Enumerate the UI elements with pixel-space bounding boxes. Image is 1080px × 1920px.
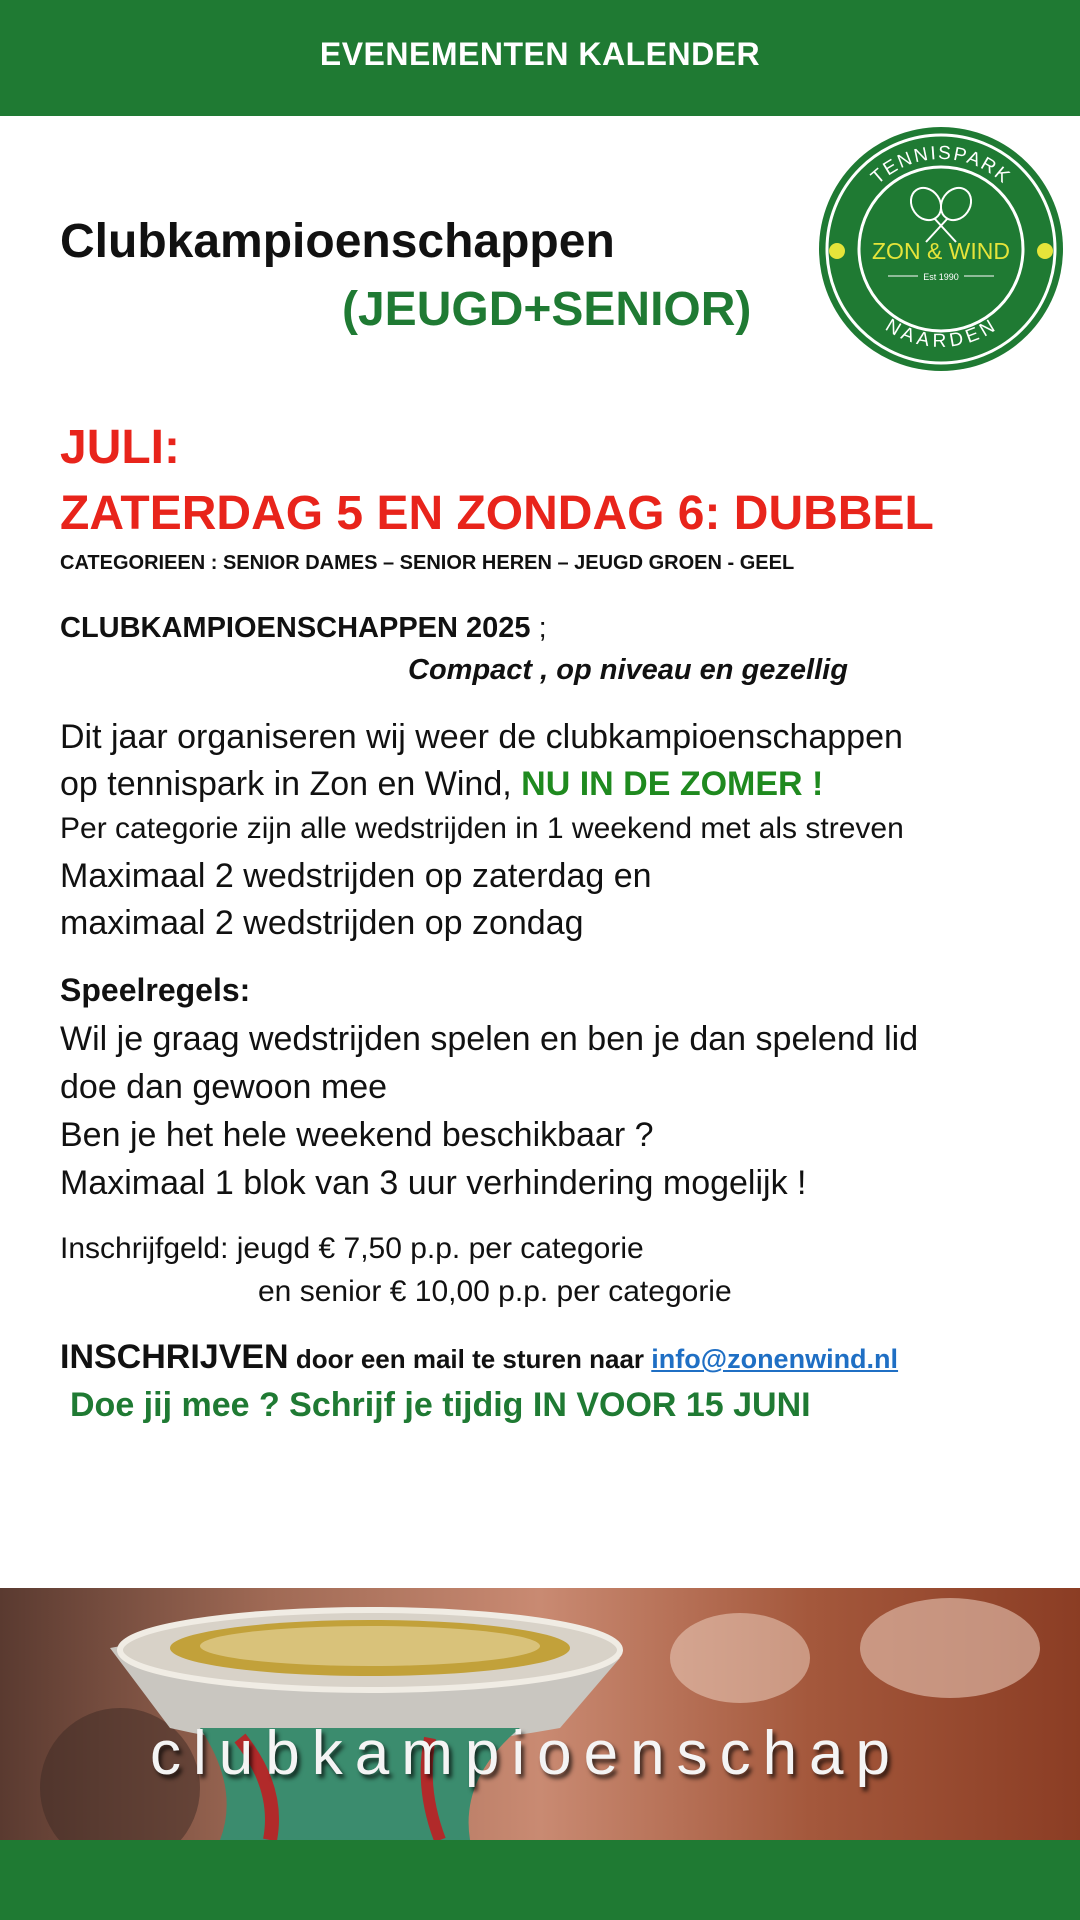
club-logo <box>816 124 1066 374</box>
event-month: JULI: <box>60 421 180 474</box>
intro-heading-text: CLUBKAMPIOENSCHAPPEN 2025 <box>60 612 531 644</box>
signup-line <box>60 1338 898 1377</box>
logo-center-text: ZON & WIND <box>872 238 1010 264</box>
intro-line-5: maximaal 2 wedstrijden op zondag <box>60 904 584 942</box>
trophy-icon <box>0 1588 1080 1840</box>
event-categories: CATEGORIEEN : SENIOR DAMES – SENIOR HEREN – JEUGD GROEN - GEEL <box>60 552 795 574</box>
header-bar <box>0 0 1080 116</box>
footer-bar <box>0 1840 1080 1920</box>
rules-line-3: Ben je het hele weekend beschikbaar ? <box>60 1116 654 1154</box>
intro-line-4: Maximaal 2 wedstrijden op zaterdag en <box>60 857 652 895</box>
event-subtitle: (JEUGD+SENIOR) <box>342 283 752 336</box>
logo-bottom-text: NAARDEN <box>881 315 1001 352</box>
intro-line-1: Dit jaar organiseren wij weer de clubkampioenschappen <box>60 718 903 756</box>
fee-line-2: en senior € 10,00 p.p. per categorie <box>258 1275 732 1308</box>
intro-tagline: Compact , op niveau en gezellig <box>408 654 848 686</box>
rules-heading: Speelregels: <box>60 972 251 1008</box>
intro-line-2 <box>60 765 823 804</box>
email-link[interactable]: info@zonenwind.nl <box>651 1344 899 1374</box>
rules-line-1: Wil je graag wedstrijden spelen en ben je dan spelend lid <box>60 1020 919 1058</box>
logo-top-text: TENNISPARK <box>867 142 1015 189</box>
intro-heading-suffix: ; <box>530 612 547 644</box>
header-title: EVENEMENTEN KALENDER <box>319 35 761 72</box>
intro-line-2-text: op tennispark in Zon en Wind, <box>60 765 522 803</box>
summer-highlight: NU IN DE ZOMER ! <box>521 765 824 803</box>
trophy-banner <box>0 1588 1080 1840</box>
event-dates: ZATERDAG 5 EN ZONDAG 6: DUBBEL <box>60 487 934 540</box>
signup-text: door een mail te sturen naar <box>288 1344 652 1374</box>
signup-cta: Doe jij mee ? Schrijf je tijdig IN VOOR 15 JUNI <box>70 1386 811 1424</box>
rules-line-4: Maximaal 1 blok van 3 uur verhindering mogelijk ! <box>60 1164 807 1202</box>
event-title: Clubkampioenschappen <box>60 215 615 268</box>
intro-line-3: Per categorie zijn alle wedstrijden in 1 weekend met als streven <box>60 812 904 845</box>
fee-line-1: Inschrijfgeld: jeugd € 7,50 p.p. per categorie <box>60 1232 644 1265</box>
rules-line-2: doe dan gewoon mee <box>60 1068 388 1106</box>
signup-label: INSCHRIJVEN <box>60 1338 289 1376</box>
logo-est-text: Est 1990 <box>923 272 959 282</box>
banner-text: clubkampioenschap <box>150 1719 903 1788</box>
intro-heading <box>60 612 547 645</box>
